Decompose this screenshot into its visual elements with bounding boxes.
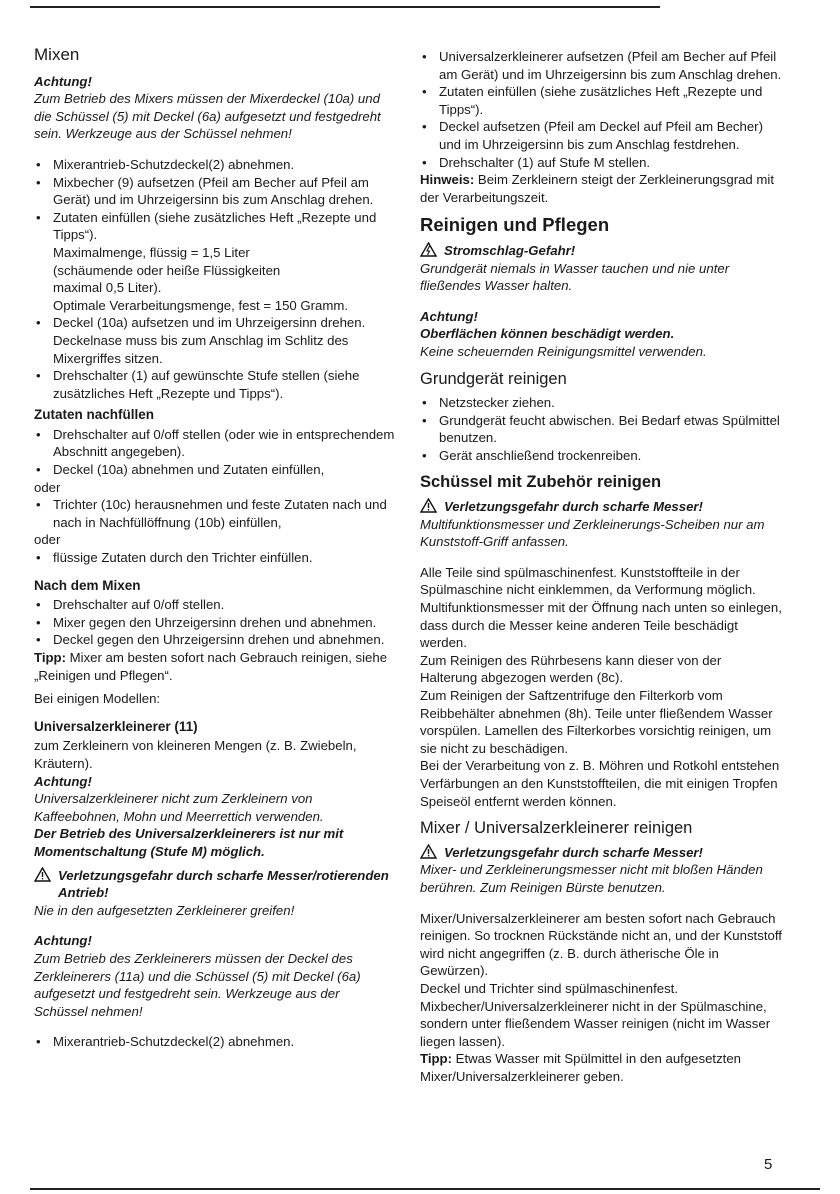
list-item: • Grundgerät feucht abwischen. Bei Bedarf etwas Spülmittel benutzen. <box>420 412 782 447</box>
danger-block <box>34 867 396 902</box>
achtung-text: Keine scheuernden Reinigungsmittel verwenden. <box>420 343 707 359</box>
warning-triangle-icon <box>420 242 437 257</box>
danger-block <box>420 498 782 516</box>
refill-list <box>34 426 396 479</box>
achtung-heading: Achtung! <box>420 308 478 324</box>
left-column <box>34 46 396 1051</box>
shock-heading: Stromschlag-Gefahr! <box>444 242 576 258</box>
list-item: • Zutaten einfüllen (siehe zusätzliches Heft „Rezepte und Tipps“). Maximalmenge, flüssig = 1,5 Liter (schäumende oder heiße Flüssigkeiten maximal 0,5 Liter). Optimale Verarbeitungsmenge, fest = 150 Gramm. <box>34 209 396 315</box>
hinweis-paragraph: Hinweis: Beim Zerkleinern steigt der Zerkleinerungsgrad mit der Verarbeitungszeit. <box>420 172 775 205</box>
page-number: 5 <box>764 1156 773 1173</box>
list-item: • Deckel (10a) abnehmen und Zutaten einfüllen, <box>34 461 396 479</box>
danger-block <box>420 844 782 862</box>
list-item: • Mixer gegen den Uhrzeigersinn drehen und abnehmen. <box>34 614 396 632</box>
shock-block <box>420 242 782 260</box>
max-line: (schäumende oder heiße Flüssigkeiten <box>53 262 281 278</box>
section-title-mixen: Mixen <box>34 45 80 64</box>
achtung-text: Zum Betrieb des Zerkleinerers müssen der Deckel des Zerkleinerers (11a) und die Schüssel (5) mit Deckel (6a) aufgesetzt und festgedreht sein. Werkzeuge aus der Schüssel nehmen! <box>34 950 361 1019</box>
body-paragraph: Mixer/Universalzerkleinerer am besten sofort nach Gebrauch reinigen. So trocknen Rückstände nicht an, und der Kunststoff wird nicht angegriffen (z. B. durch ätherische Öle in Gewürzen). <box>420 910 782 979</box>
list-item: • Zutaten einfüllen (siehe zusätzliches Heft „Rezepte und Tipps“). <box>420 83 782 118</box>
top-rule <box>30 6 660 8</box>
warning-triangle-icon <box>34 867 51 882</box>
list-item: • Drehschalter auf 0/off stellen. <box>34 596 396 614</box>
warning-triangle-icon <box>420 844 437 859</box>
danger-heading: Verletzungsgefahr durch scharfe Messer! <box>444 844 703 860</box>
achtung-text: Universalzerkleinerer nicht zum Zerkleinern von Kaffeebohnen, Mohn und Meerrettich verwenden. <box>34 791 324 824</box>
body-paragraph: Multifunktionsmesser mit der Öffnung nach unten so einlegen, dass durch die Messer keine anderen Teile beschädigt werden. <box>420 600 782 651</box>
warning-triangle-icon <box>420 498 437 513</box>
list-item: • Mixerantrieb-Schutzdeckel(2) abnehmen. <box>34 1033 396 1051</box>
body-paragraph: Deckel und Trichter sind spülmaschinenfest. Mixbecher/Universalzerkleinerer nicht in der Spülmaschine, sondern unter fließendem Wasser reinigen (nicht im Wasser liegen lassen). <box>420 980 771 1049</box>
list-item: • Gerät anschließend trockenreiben. <box>420 447 782 465</box>
usz-text: zum Zerkleinern von kleineren Mengen (z. B. Zwiebeln, Kräutern). <box>34 738 357 771</box>
list-item: • Trichter (10c) herausnehmen und feste Zutaten nach und nach in Nachfüllöffnung (10b) einfüllen, <box>34 496 396 531</box>
tipp-paragraph: Tipp: Etwas Wasser mit Spülmittel in den aufgesetzten Mixer/Universalzerkleinerer geben. <box>420 1051 742 1084</box>
list-item: • Deckel (10a) aufsetzen und im Uhrzeigersinn drehen. Deckelnase muss bis zum Anschlag im Schlitz des Mixergriffes sitzen. <box>34 314 396 367</box>
oder-text: oder <box>34 479 61 495</box>
danger-text: Multifunktionsmesser und Zerkleinerungs-Scheiben nur am Kunststoff-Griff anfassen. <box>420 516 765 550</box>
refill-heading: Zutaten nachfüllen <box>34 407 155 423</box>
achtung-heading: Achtung! <box>34 773 92 789</box>
achtung-bold-text: Der Betrieb des Universalzerkleinerers ist nur mit Momentschaltung (Stufe M) möglich. <box>34 826 344 859</box>
after-heading: Nach dem Mixen <box>34 577 141 593</box>
base-steps <box>420 394 782 464</box>
list-item: • flüssige Zutaten durch den Trichter einfüllen. <box>34 549 396 567</box>
body-paragraph: Alle Teile sind spülmaschinenfest. Kunststoffteile in der Spülmaschine nicht einklemmen, da Verformung möglich. <box>420 564 756 598</box>
usz-heading: Universalzerkleinerer (11) <box>34 718 198 734</box>
body-paragraph: Zum Reinigen der Saftzentrifuge den Filterkorb vom Reibbehälter abnehmen (8h). Teile unter fließendem Wasser vorspülen. Lamellen des Filterkorbes vorsichtig reinigen, um sie nicht zu beschädigen. <box>420 688 773 756</box>
danger-heading: Verletzungsgefahr durch scharfe Messer! <box>444 499 703 515</box>
max-line: Optimale Verarbeitungsmenge, fest = 150 Gramm. <box>53 297 349 313</box>
list-item: • Mixbecher (9) aufsetzen (Pfeil am Becher auf Pfeil am Gerät) und im Uhrzeigersinn bis zum Anschlag drehen. <box>34 174 396 209</box>
list-item: • Universalzerkleinerer aufsetzen (Pfeil am Becher auf Pfeil am Gerät) und im Uhrzeigersinn bis zum Anschlag drehen. <box>420 48 782 83</box>
shock-text: Grundgerät niemals in Wasser tauchen und nie unter fließendes Wasser halten. <box>420 260 730 294</box>
after-list <box>34 596 396 649</box>
danger-text: Nie in den aufgesetzten Zerkleinerer greifen! <box>34 902 295 918</box>
list-item: • Drehschalter (1) auf Stufe M stellen. <box>420 154 782 172</box>
list-item: • Deckel aufsetzen (Pfeil am Deckel auf Pfeil am Becher) und im Uhrzeigersinn bis zum Anschlag festdrehen. <box>420 118 782 153</box>
section-title-mixer-reinigen: Mixer / Universalzerkleinerer reinigen <box>420 819 693 838</box>
achtung-heading: Achtung! <box>34 73 92 89</box>
max-line: maximal 0,5 Liter). <box>53 280 162 296</box>
max-line: Maximalmenge, flüssig = 1,5 Liter <box>53 244 250 260</box>
right-column <box>420 48 782 1085</box>
achtung-heading: Achtung! <box>34 933 92 949</box>
usz-steps <box>420 48 782 171</box>
bottom-rule <box>30 1188 820 1190</box>
list-item: • Netzstecker ziehen. <box>420 394 782 412</box>
body-paragraph: Bei der Verarbeitung von z. B. Möhren und Rotkohl entstehen Verfärbungen an den Kunststoffteilen, die mit einigen Tropfen Speiseöl entfernt werden können. <box>420 758 780 809</box>
danger-text: Mixer- und Zerkleinerungsmesser nicht mit bloßen Händen berühren. Zum Reinigen Bürste benutzen. <box>420 862 763 895</box>
section-title-schuessel: Schüssel mit Zubehör reinigen <box>420 473 662 492</box>
mixing-steps <box>34 156 396 402</box>
models-text: Bei einigen Modellen: <box>34 691 161 707</box>
achtung-text: Zum Betrieb des Mixers müssen der Mixerdeckel (10a) und die Schüssel (5) mit Deckel (6a) aufgesetzt und festgedreht sein. Werkzeuge aus der Schüssel nehmen! <box>34 91 381 142</box>
section-title-grundgeraet: Grundgerät reinigen <box>420 369 567 388</box>
danger-heading: Verletzungsgefahr durch scharfe Messer/rotierenden Antrieb! <box>58 867 389 901</box>
list-item: • Drehschalter auf 0/off stellen (oder wie in entsprechendem Abschnitt angegeben). <box>34 426 396 461</box>
section-title-reinigen: Reinigen und Pflegen <box>420 214 610 236</box>
body-paragraph: Zum Reinigen des Rührbesens kann dieser von der Halterung abgezogen werden (8c). <box>420 652 722 686</box>
oder-text: oder <box>34 532 61 548</box>
list-item: • Deckel gegen den Uhrzeigersinn drehen und abnehmen. <box>34 631 396 649</box>
tipp-paragraph: Tipp: Mixer am besten sofort nach Gebrauch reinigen, siehe „Reinigen und Pflegen“. <box>34 650 388 683</box>
list-item: • Mixerantrieb-Schutzdeckel(2) abnehmen. <box>34 156 396 174</box>
achtung-bold-text: Oberflächen können beschädigt werden. <box>420 326 675 342</box>
list-item: • Drehschalter (1) auf gewünschte Stufe stellen (siehe zusätzliches Heft „Rezepte und Tipps“). <box>34 367 396 402</box>
